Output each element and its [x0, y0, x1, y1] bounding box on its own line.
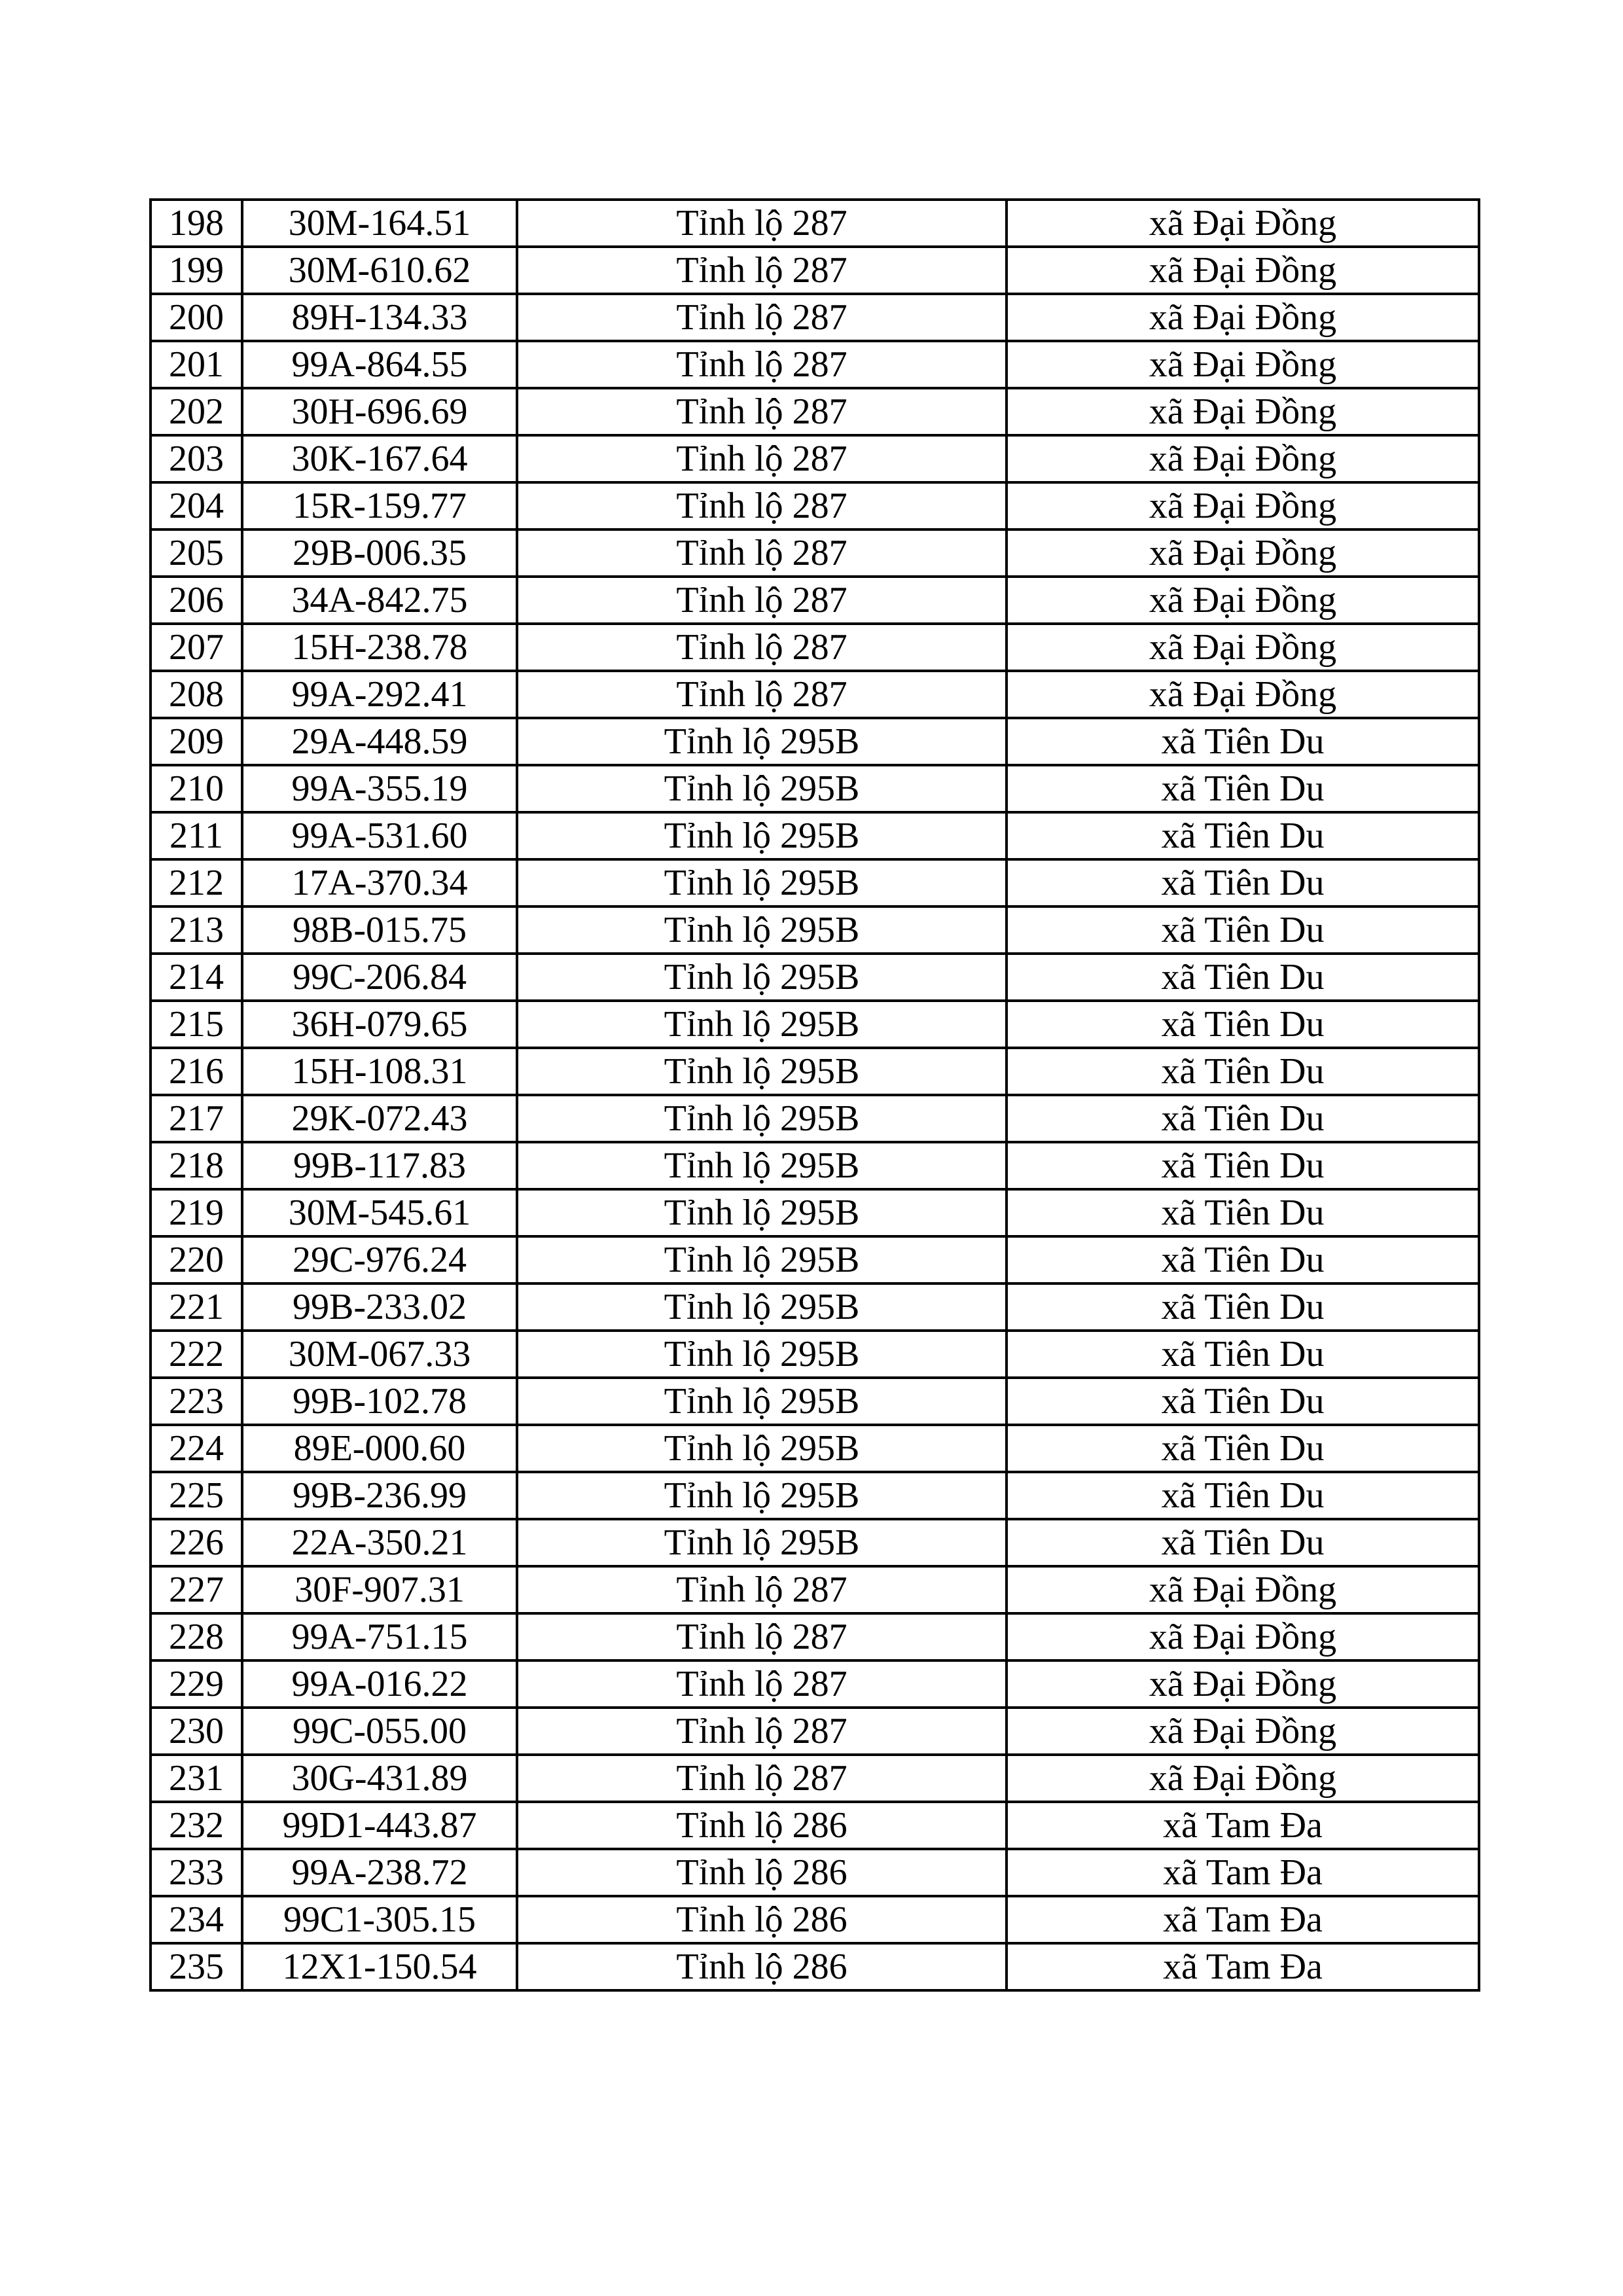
row-number-cell: 221: [151, 1283, 242, 1331]
row-number-cell: 215: [151, 1001, 242, 1048]
commune-cell: xã Đại Đồng: [1007, 482, 1479, 529]
table-row: [151, 247, 1479, 294]
road-cell: Tỉnh lộ 287: [517, 200, 1007, 247]
road-cell: Tỉnh lộ 287: [517, 1660, 1007, 1708]
commune-cell: xã Tiên Du: [1007, 718, 1479, 765]
license-plate-cell: 15H-108.31: [242, 1048, 517, 1095]
license-plate-cell: 30G-431.89: [242, 1755, 517, 1802]
license-plate-cell: 99C-206.84: [242, 954, 517, 1001]
row-number-cell: 216: [151, 1048, 242, 1095]
table-row: [151, 1613, 1479, 1660]
road-cell: Tỉnh lộ 295B: [517, 718, 1007, 765]
commune-cell: xã Đại Đồng: [1007, 1708, 1479, 1755]
road-cell: Tỉnh lộ 287: [517, 435, 1007, 482]
license-plate-cell: 30M-164.51: [242, 200, 517, 247]
table-row: [151, 435, 1479, 482]
row-number-cell: 213: [151, 906, 242, 954]
row-number-cell: 222: [151, 1331, 242, 1378]
commune-cell: xã Tiên Du: [1007, 906, 1479, 954]
row-number-cell: 205: [151, 529, 242, 577]
road-cell: Tỉnh lộ 295B: [517, 812, 1007, 859]
row-number-cell: 200: [151, 294, 242, 341]
row-number-cell: 198: [151, 200, 242, 247]
commune-cell: xã Đại Đồng: [1007, 200, 1479, 247]
commune-cell: xã Đại Đồng: [1007, 577, 1479, 624]
commune-cell: xã Tiên Du: [1007, 1001, 1479, 1048]
road-cell: Tỉnh lộ 287: [517, 577, 1007, 624]
commune-cell: xã Đại Đồng: [1007, 435, 1479, 482]
road-cell: Tỉnh lộ 295B: [517, 1095, 1007, 1142]
row-number-cell: 214: [151, 954, 242, 1001]
table-row: [151, 341, 1479, 388]
row-number-cell: 228: [151, 1613, 242, 1660]
license-plate-cell: 29K-072.43: [242, 1095, 517, 1142]
road-cell: Tỉnh lộ 287: [517, 1613, 1007, 1660]
license-plate-cell: 99B-236.99: [242, 1472, 517, 1519]
road-cell: Tỉnh lộ 295B: [517, 1331, 1007, 1378]
road-cell: Tỉnh lộ 286: [517, 1896, 1007, 1943]
road-cell: Tỉnh lộ 295B: [517, 1472, 1007, 1519]
row-number-cell: 224: [151, 1425, 242, 1472]
row-number-cell: 211: [151, 812, 242, 859]
license-plate-cell: 99C-055.00: [242, 1708, 517, 1755]
commune-cell: xã Tiên Du: [1007, 765, 1479, 812]
road-cell: Tỉnh lộ 295B: [517, 1425, 1007, 1472]
row-number-cell: 223: [151, 1378, 242, 1425]
road-cell: Tỉnh lộ 287: [517, 1755, 1007, 1802]
table-row: [151, 1566, 1479, 1613]
violations-table-body: [151, 200, 1479, 1990]
license-plate-cell: 30H-696.69: [242, 388, 517, 435]
license-plate-cell: 29B-006.35: [242, 529, 517, 577]
table-row: [151, 1755, 1479, 1802]
license-plate-cell: 99B-233.02: [242, 1283, 517, 1331]
row-number-cell: 220: [151, 1236, 242, 1283]
road-cell: Tỉnh lộ 287: [517, 482, 1007, 529]
commune-cell: xã Tiên Du: [1007, 954, 1479, 1001]
road-cell: Tỉnh lộ 287: [517, 247, 1007, 294]
table-row: [151, 1048, 1479, 1095]
table-row: [151, 1896, 1479, 1943]
road-cell: Tỉnh lộ 295B: [517, 1189, 1007, 1236]
row-number-cell: 208: [151, 671, 242, 718]
table-row: [151, 1802, 1479, 1849]
row-number-cell: 206: [151, 577, 242, 624]
table-row: [151, 577, 1479, 624]
license-plate-cell: 99A-016.22: [242, 1660, 517, 1708]
commune-cell: xã Đại Đồng: [1007, 247, 1479, 294]
road-cell: Tỉnh lộ 287: [517, 1708, 1007, 1755]
row-number-cell: 227: [151, 1566, 242, 1613]
row-number-cell: 229: [151, 1660, 242, 1708]
row-number-cell: 235: [151, 1943, 242, 1990]
license-plate-cell: 99C1-305.15: [242, 1896, 517, 1943]
road-cell: Tỉnh lộ 286: [517, 1849, 1007, 1896]
commune-cell: xã Tiên Du: [1007, 1189, 1479, 1236]
commune-cell: xã Đại Đồng: [1007, 1613, 1479, 1660]
license-plate-cell: 99A-238.72: [242, 1849, 517, 1896]
road-cell: Tỉnh lộ 286: [517, 1802, 1007, 1849]
commune-cell: xã Tam Đa: [1007, 1802, 1479, 1849]
row-number-cell: 201: [151, 341, 242, 388]
table-row: [151, 1142, 1479, 1189]
road-cell: Tỉnh lộ 287: [517, 671, 1007, 718]
road-cell: Tỉnh lộ 287: [517, 341, 1007, 388]
row-number-cell: 199: [151, 247, 242, 294]
license-plate-cell: 89E-000.60: [242, 1425, 517, 1472]
license-plate-cell: 15H-238.78: [242, 624, 517, 671]
table-row: [151, 1849, 1479, 1896]
table-row: [151, 906, 1479, 954]
table-row: [151, 529, 1479, 577]
license-plate-cell: 99A-751.15: [242, 1613, 517, 1660]
commune-cell: xã Đại Đồng: [1007, 624, 1479, 671]
license-plate-cell: 98B-015.75: [242, 906, 517, 954]
license-plate-cell: 34A-842.75: [242, 577, 517, 624]
table-row: [151, 812, 1479, 859]
license-plate-cell: 99A-864.55: [242, 341, 517, 388]
road-cell: Tỉnh lộ 295B: [517, 859, 1007, 906]
license-plate-cell: 30F-907.31: [242, 1566, 517, 1613]
road-cell: Tỉnh lộ 295B: [517, 906, 1007, 954]
row-number-cell: 210: [151, 765, 242, 812]
row-number-cell: 233: [151, 1849, 242, 1896]
row-number-cell: 219: [151, 1189, 242, 1236]
table-row: [151, 1236, 1479, 1283]
road-cell: Tỉnh lộ 287: [517, 388, 1007, 435]
license-plate-cell: 99D1-443.87: [242, 1802, 517, 1849]
commune-cell: xã Đại Đồng: [1007, 388, 1479, 435]
road-cell: Tỉnh lộ 286: [517, 1943, 1007, 1990]
license-plate-cell: 89H-134.33: [242, 294, 517, 341]
row-number-cell: 225: [151, 1472, 242, 1519]
table-row: [151, 1660, 1479, 1708]
road-cell: Tỉnh lộ 295B: [517, 954, 1007, 1001]
commune-cell: xã Tiên Du: [1007, 1095, 1479, 1142]
road-cell: Tỉnh lộ 287: [517, 294, 1007, 341]
table-row: [151, 294, 1479, 341]
table-row: [151, 765, 1479, 812]
table-row: [151, 1425, 1479, 1472]
commune-cell: xã Tiên Du: [1007, 1142, 1479, 1189]
license-plate-cell: 12X1-150.54: [242, 1943, 517, 1990]
table-row: [151, 718, 1479, 765]
license-plate-cell: 30K-167.64: [242, 435, 517, 482]
license-plate-cell: 99A-355.19: [242, 765, 517, 812]
table-row: [151, 1331, 1479, 1378]
table-row: [151, 624, 1479, 671]
commune-cell: xã Đại Đồng: [1007, 671, 1479, 718]
commune-cell: xã Tiên Du: [1007, 812, 1479, 859]
table-row: [151, 1472, 1479, 1519]
license-plate-cell: 30M-067.33: [242, 1331, 517, 1378]
table-row: [151, 1283, 1479, 1331]
road-cell: Tỉnh lộ 295B: [517, 1048, 1007, 1095]
license-plate-cell: 99A-531.60: [242, 812, 517, 859]
row-number-cell: 226: [151, 1519, 242, 1566]
road-cell: Tỉnh lộ 295B: [517, 1283, 1007, 1331]
license-plate-cell: 99B-117.83: [242, 1142, 517, 1189]
commune-cell: xã Tam Đa: [1007, 1896, 1479, 1943]
road-cell: Tỉnh lộ 295B: [517, 1519, 1007, 1566]
table-row: [151, 671, 1479, 718]
commune-cell: xã Tiên Du: [1007, 1331, 1479, 1378]
table-row: [151, 1001, 1479, 1048]
commune-cell: xã Tiên Du: [1007, 1048, 1479, 1095]
row-number-cell: 212: [151, 859, 242, 906]
table-row: [151, 388, 1479, 435]
commune-cell: xã Đại Đồng: [1007, 294, 1479, 341]
commune-cell: xã Tiên Du: [1007, 1425, 1479, 1472]
road-cell: Tỉnh lộ 287: [517, 529, 1007, 577]
row-number-cell: 231: [151, 1755, 242, 1802]
license-plate-cell: 30M-610.62: [242, 247, 517, 294]
row-number-cell: 202: [151, 388, 242, 435]
license-plate-cell: 36H-079.65: [242, 1001, 517, 1048]
road-cell: Tỉnh lộ 295B: [517, 1236, 1007, 1283]
table-row: [151, 859, 1479, 906]
table-row: [151, 1943, 1479, 1990]
road-cell: Tỉnh lộ 295B: [517, 1001, 1007, 1048]
license-plate-cell: 99A-292.41: [242, 671, 517, 718]
row-number-cell: 204: [151, 482, 242, 529]
road-cell: Tỉnh lộ 287: [517, 1566, 1007, 1613]
commune-cell: xã Đại Đồng: [1007, 1566, 1479, 1613]
commune-cell: xã Đại Đồng: [1007, 1755, 1479, 1802]
row-number-cell: 207: [151, 624, 242, 671]
license-plate-cell: 22A-350.21: [242, 1519, 517, 1566]
commune-cell: xã Tiên Du: [1007, 1472, 1479, 1519]
commune-cell: xã Tam Đa: [1007, 1943, 1479, 1990]
table-row: [151, 1095, 1479, 1142]
road-cell: Tỉnh lộ 295B: [517, 1378, 1007, 1425]
commune-cell: xã Tiên Du: [1007, 1378, 1479, 1425]
commune-cell: xã Đại Đồng: [1007, 341, 1479, 388]
commune-cell: xã Tiên Du: [1007, 859, 1479, 906]
license-plate-cell: 29A-448.59: [242, 718, 517, 765]
table-row: [151, 954, 1479, 1001]
row-number-cell: 234: [151, 1896, 242, 1943]
row-number-cell: 230: [151, 1708, 242, 1755]
row-number-cell: 209: [151, 718, 242, 765]
road-cell: Tỉnh lộ 295B: [517, 765, 1007, 812]
table-row: [151, 1378, 1479, 1425]
row-number-cell: 218: [151, 1142, 242, 1189]
row-number-cell: 203: [151, 435, 242, 482]
license-plate-cell: 15R-159.77: [242, 482, 517, 529]
table-row: [151, 200, 1479, 247]
license-plate-cell: 17A-370.34: [242, 859, 517, 906]
table-row: [151, 1519, 1479, 1566]
row-number-cell: 232: [151, 1802, 242, 1849]
table-row: [151, 482, 1479, 529]
commune-cell: xã Đại Đồng: [1007, 1660, 1479, 1708]
commune-cell: xã Tiên Du: [1007, 1236, 1479, 1283]
commune-cell: xã Tiên Du: [1007, 1519, 1479, 1566]
commune-cell: xã Đại Đồng: [1007, 529, 1479, 577]
row-number-cell: 217: [151, 1095, 242, 1142]
license-plate-cell: 29C-976.24: [242, 1236, 517, 1283]
table-row: [151, 1708, 1479, 1755]
commune-cell: xã Tiên Du: [1007, 1283, 1479, 1331]
violations-table: [149, 198, 1480, 1992]
road-cell: Tỉnh lộ 295B: [517, 1142, 1007, 1189]
license-plate-cell: 30M-545.61: [242, 1189, 517, 1236]
table-row: [151, 1189, 1479, 1236]
license-plate-cell: 99B-102.78: [242, 1378, 517, 1425]
road-cell: Tỉnh lộ 287: [517, 624, 1007, 671]
commune-cell: xã Tam Đa: [1007, 1849, 1479, 1896]
